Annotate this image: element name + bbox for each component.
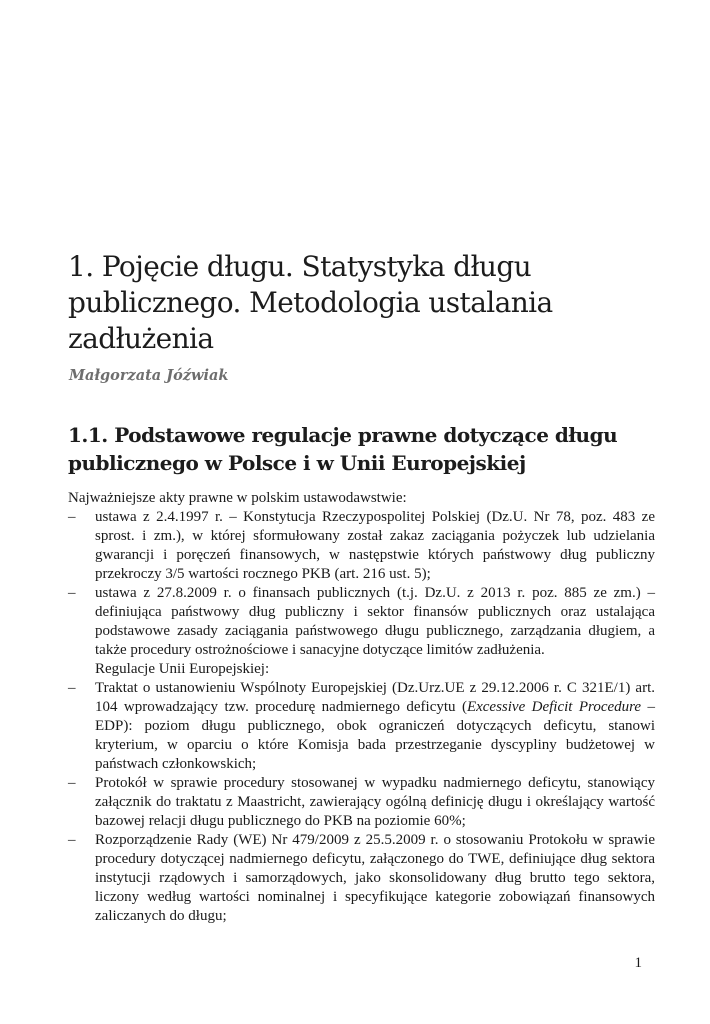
treaty-text-end: – EDP): poziom długu publicznego, obok ograniczeń dotyczących deficytu, stanowi kryterium, w oparciu o które Komisja bada przestrzeganie dyscypliny budżetowej w państwach członkowskich; — [95, 699, 655, 772]
list-item-council-regulation — [68, 831, 655, 926]
list-item-ec-treaty — [68, 679, 655, 774]
section-title: 1.1. Podstawowe regulacje prawne dotyczące długu publicznego w Polsce i w Unii Europejskiej — [68, 423, 618, 475]
list-item-public-finance-act — [68, 584, 655, 660]
list-item-text: ustawa z 2.4.1997 r. – Konstytucja Rzeczypospolitej Polskiej (Dz.U. Nr 78, poz. 483 ze sprost. i zm.), w której sformułowany został zakaz zaciągania pożyczek lub udzielania gwarancji i poręczeń finansowych, w następstwie których państwowy dług publiczny przekroczy 3/5 wartości rocznego PKB (art. 216 ust. 5); — [95, 509, 655, 582]
polish-acts-intro: Najważniejsze akty prawne w polskim ustawodawstwie: — [68, 490, 407, 506]
eu-regulations-intro: Regulacje Unii Europejskiej: — [95, 661, 270, 677]
list-dash: – — [68, 775, 76, 791]
body-text — [68, 489, 655, 926]
list-item-text: Rozporządzenie Rady (WE) Nr 479/2009 z 25.5.2009 r. o stosowaniu Protokołu w sprawie procedury dotyczącej nadmiernego deficytu, załączonego do TWE, definiujące dług sektora instytucji rządowych i samorządowych, jako skonsolidowany dług brutto tego sektora, liczony według wartości nominalnej i specyfikujące kategorie zobowiązań finansowych zaliczanych do długu; — [95, 832, 655, 924]
list-item-protocol — [68, 774, 655, 831]
list-item-text: ustawa z 27.8.2009 r. o finansach publicznych (t.j. Dz.U. z 2013 r. poz. 885 ze zm.) – definiująca państwowy dług publiczny i sektor finansów publicznych oraz ustalająca podstawowe zasady zaciągania państwowego długu publicznego, zarządzania długiem, a także procedury ostrożnościowe i sanacyjne dotyczące limitów zadłużenia. — [95, 585, 655, 658]
list-dash: – — [68, 680, 76, 696]
list-item-text — [95, 679, 655, 774]
list-dash: – — [68, 832, 76, 848]
list-dash: – — [68, 509, 76, 525]
list-item-text: Protokół w sprawie procedury stosowanej w wypadku nadmiernego deficytu, stanowiący załącznik do traktatu z Maastricht, zawierający ogólną definicję długu i określający wartość bazowej relacji długu publicznego do PKB na poziomie 60%; — [95, 775, 655, 829]
list-item-constitution — [68, 508, 655, 584]
chapter-title: 1. Pojęcie długu. Statystyka długu publicznego. Metodologia ustalania zadłużenia — [68, 250, 553, 355]
list-dash: – — [68, 585, 76, 601]
chapter-author: Małgorzata Jóźwiak — [69, 367, 229, 384]
treaty-text-start: Traktat o ustanowieniu Wspólnoty Europejskiej (Dz.Urz.UE z 29.12.2006 r. C 321E/1) art. 104 wprowadzający tzw. procedurę nadmiernego deficytu ( — [95, 680, 655, 715]
edp-term: Excessive Deficit Procedure — [466, 699, 642, 715]
page-number: 1 — [634, 955, 642, 971]
